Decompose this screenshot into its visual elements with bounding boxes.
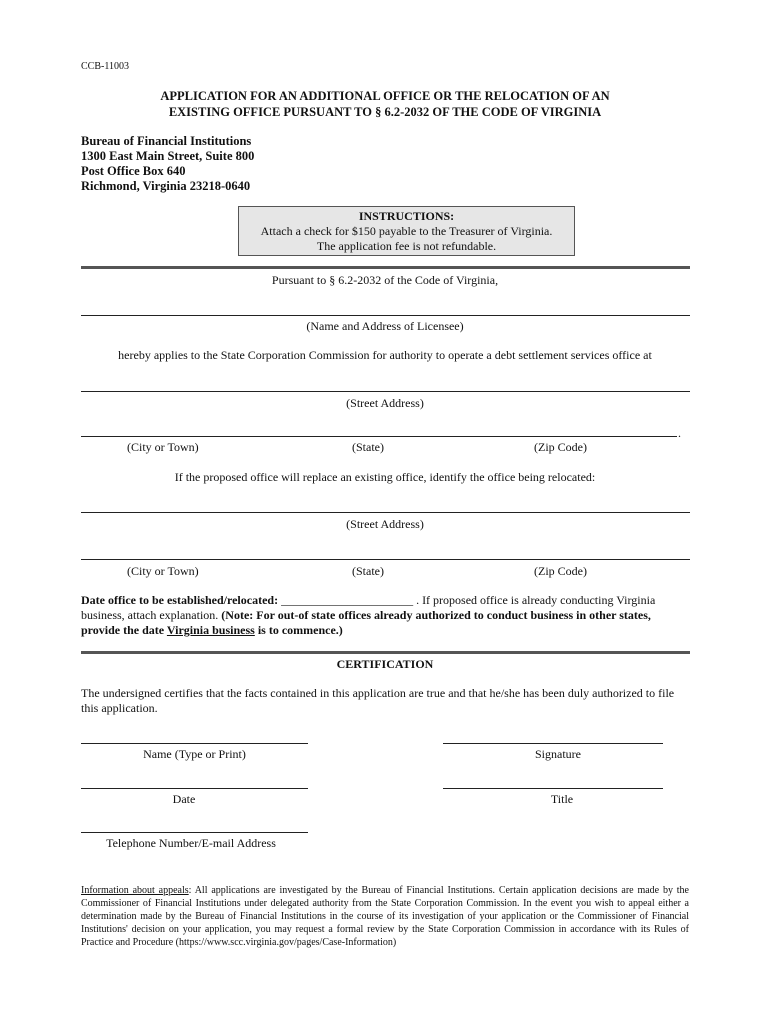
- date-note-2-post: is to commence.): [254, 623, 343, 637]
- certification-text: The undersigned certifies that the facts contained in this application are true and that he/she has been duly authorized to file this application.: [81, 686, 675, 715]
- appeals-information: [81, 884, 689, 949]
- relocated-street-field[interactable]: [81, 512, 690, 513]
- bureau-name: Bureau of Financial Institutions: [81, 134, 252, 148]
- appeals-text: : All applications are investigated by the Bureau of Financial Institutions. Certain application decisions are made by the Commissioner of Financial Institutions under delegated authority from the State Corporation Commission. In the event you wish to appeal either a determination made by the Bureau of Financial Institutions in the course of its investigation of your application or the Commissioner of Financial Institutions' decision on your application, you may request a formal review by the State Corporation Commission in accordance with its Rules of Practice and Procedure (https://www.scc.virginia.gov/pages/Case-Information): [81, 885, 689, 948]
- state-label: (State): [352, 440, 384, 454]
- title-field[interactable]: [443, 788, 663, 789]
- page-title: [0, 88, 770, 120]
- signature-label: Signature: [535, 747, 581, 761]
- relocated-state-label: (State): [352, 564, 384, 578]
- relocation-text: If the proposed office will replace an existing office, identify the office being relocated:: [174, 470, 596, 484]
- city-state-zip-field[interactable]: [81, 436, 677, 437]
- date-text-2: business, attach explanation.: [81, 608, 219, 622]
- name-label: Name (Type or Print): [143, 747, 246, 761]
- date-signed-field[interactable]: [81, 788, 308, 789]
- applies-text: hereby applies to the State Corporation Commission for authority to operate a debt settlement services office at: [118, 348, 652, 362]
- street-field[interactable]: [81, 391, 690, 392]
- date-signed-label: Date: [172, 792, 196, 806]
- instructions-line-2: The application fee is not refundable.: [316, 239, 497, 253]
- bureau-street: 1300 East Main Street, Suite 800: [81, 149, 255, 163]
- date-field[interactable]: ______________________: [281, 593, 414, 607]
- title-line-1: APPLICATION FOR AN ADDITIONAL OFFICE OR THE RELOCATION OF AN: [160, 89, 610, 103]
- instructions-line-1: Attach a check for $150 payable to the Treasurer of Virginia.: [260, 224, 553, 238]
- instructions-heading: INSTRUCTIONS:: [358, 209, 455, 223]
- phone-email-field[interactable]: [81, 832, 308, 833]
- street-label: (Street Address): [346, 396, 424, 410]
- date-text-1: . If proposed office is already conducting Virginia: [416, 593, 656, 607]
- form-id: CCB-11003: [81, 61, 129, 72]
- date-section: [81, 593, 691, 638]
- licensee-field[interactable]: [81, 315, 690, 316]
- relocated-city-label: (City or Town): [127, 564, 199, 578]
- relocated-street-label: (Street Address): [346, 517, 424, 531]
- date-note-2-pre: provide the date: [81, 623, 167, 637]
- bureau-address: [81, 134, 254, 194]
- divider: [81, 266, 690, 269]
- appeals-lead: Information about appeals: [81, 885, 189, 896]
- title-line-2: EXISTING OFFICE PURSUANT TO § 6.2-2032 OF THE CODE OF VIRGINIA: [168, 105, 602, 119]
- virginia-business: Virginia business: [166, 623, 255, 637]
- relocated-city-field[interactable]: [81, 559, 690, 560]
- certification-heading: CERTIFICATION: [336, 657, 434, 671]
- divider: [81, 651, 690, 654]
- licensee-label: (Name and Address of Licensee): [306, 319, 464, 333]
- phone-email-label: Telephone Number/E-mail Address: [106, 836, 276, 850]
- bureau-po-box: Post Office Box 640: [81, 164, 186, 178]
- pursuant-text: Pursuant to § 6.2-2032 of the Code of Virginia,: [271, 273, 499, 287]
- bureau-city: Richmond, Virginia 23218-0640: [81, 179, 251, 193]
- relocated-zip-label: (Zip Code): [534, 564, 587, 578]
- date-note: (Note: For out-of state offices already authorized to conduct business in other states,: [221, 608, 651, 622]
- zip-label: (Zip Code): [534, 440, 587, 454]
- name-field[interactable]: [81, 743, 308, 744]
- date-label: Date office to be established/relocated:: [81, 593, 279, 607]
- signature-field[interactable]: [443, 743, 663, 744]
- city-label: (City or Town): [127, 440, 199, 454]
- title-label: Title: [550, 792, 574, 806]
- instructions-box: [238, 206, 575, 256]
